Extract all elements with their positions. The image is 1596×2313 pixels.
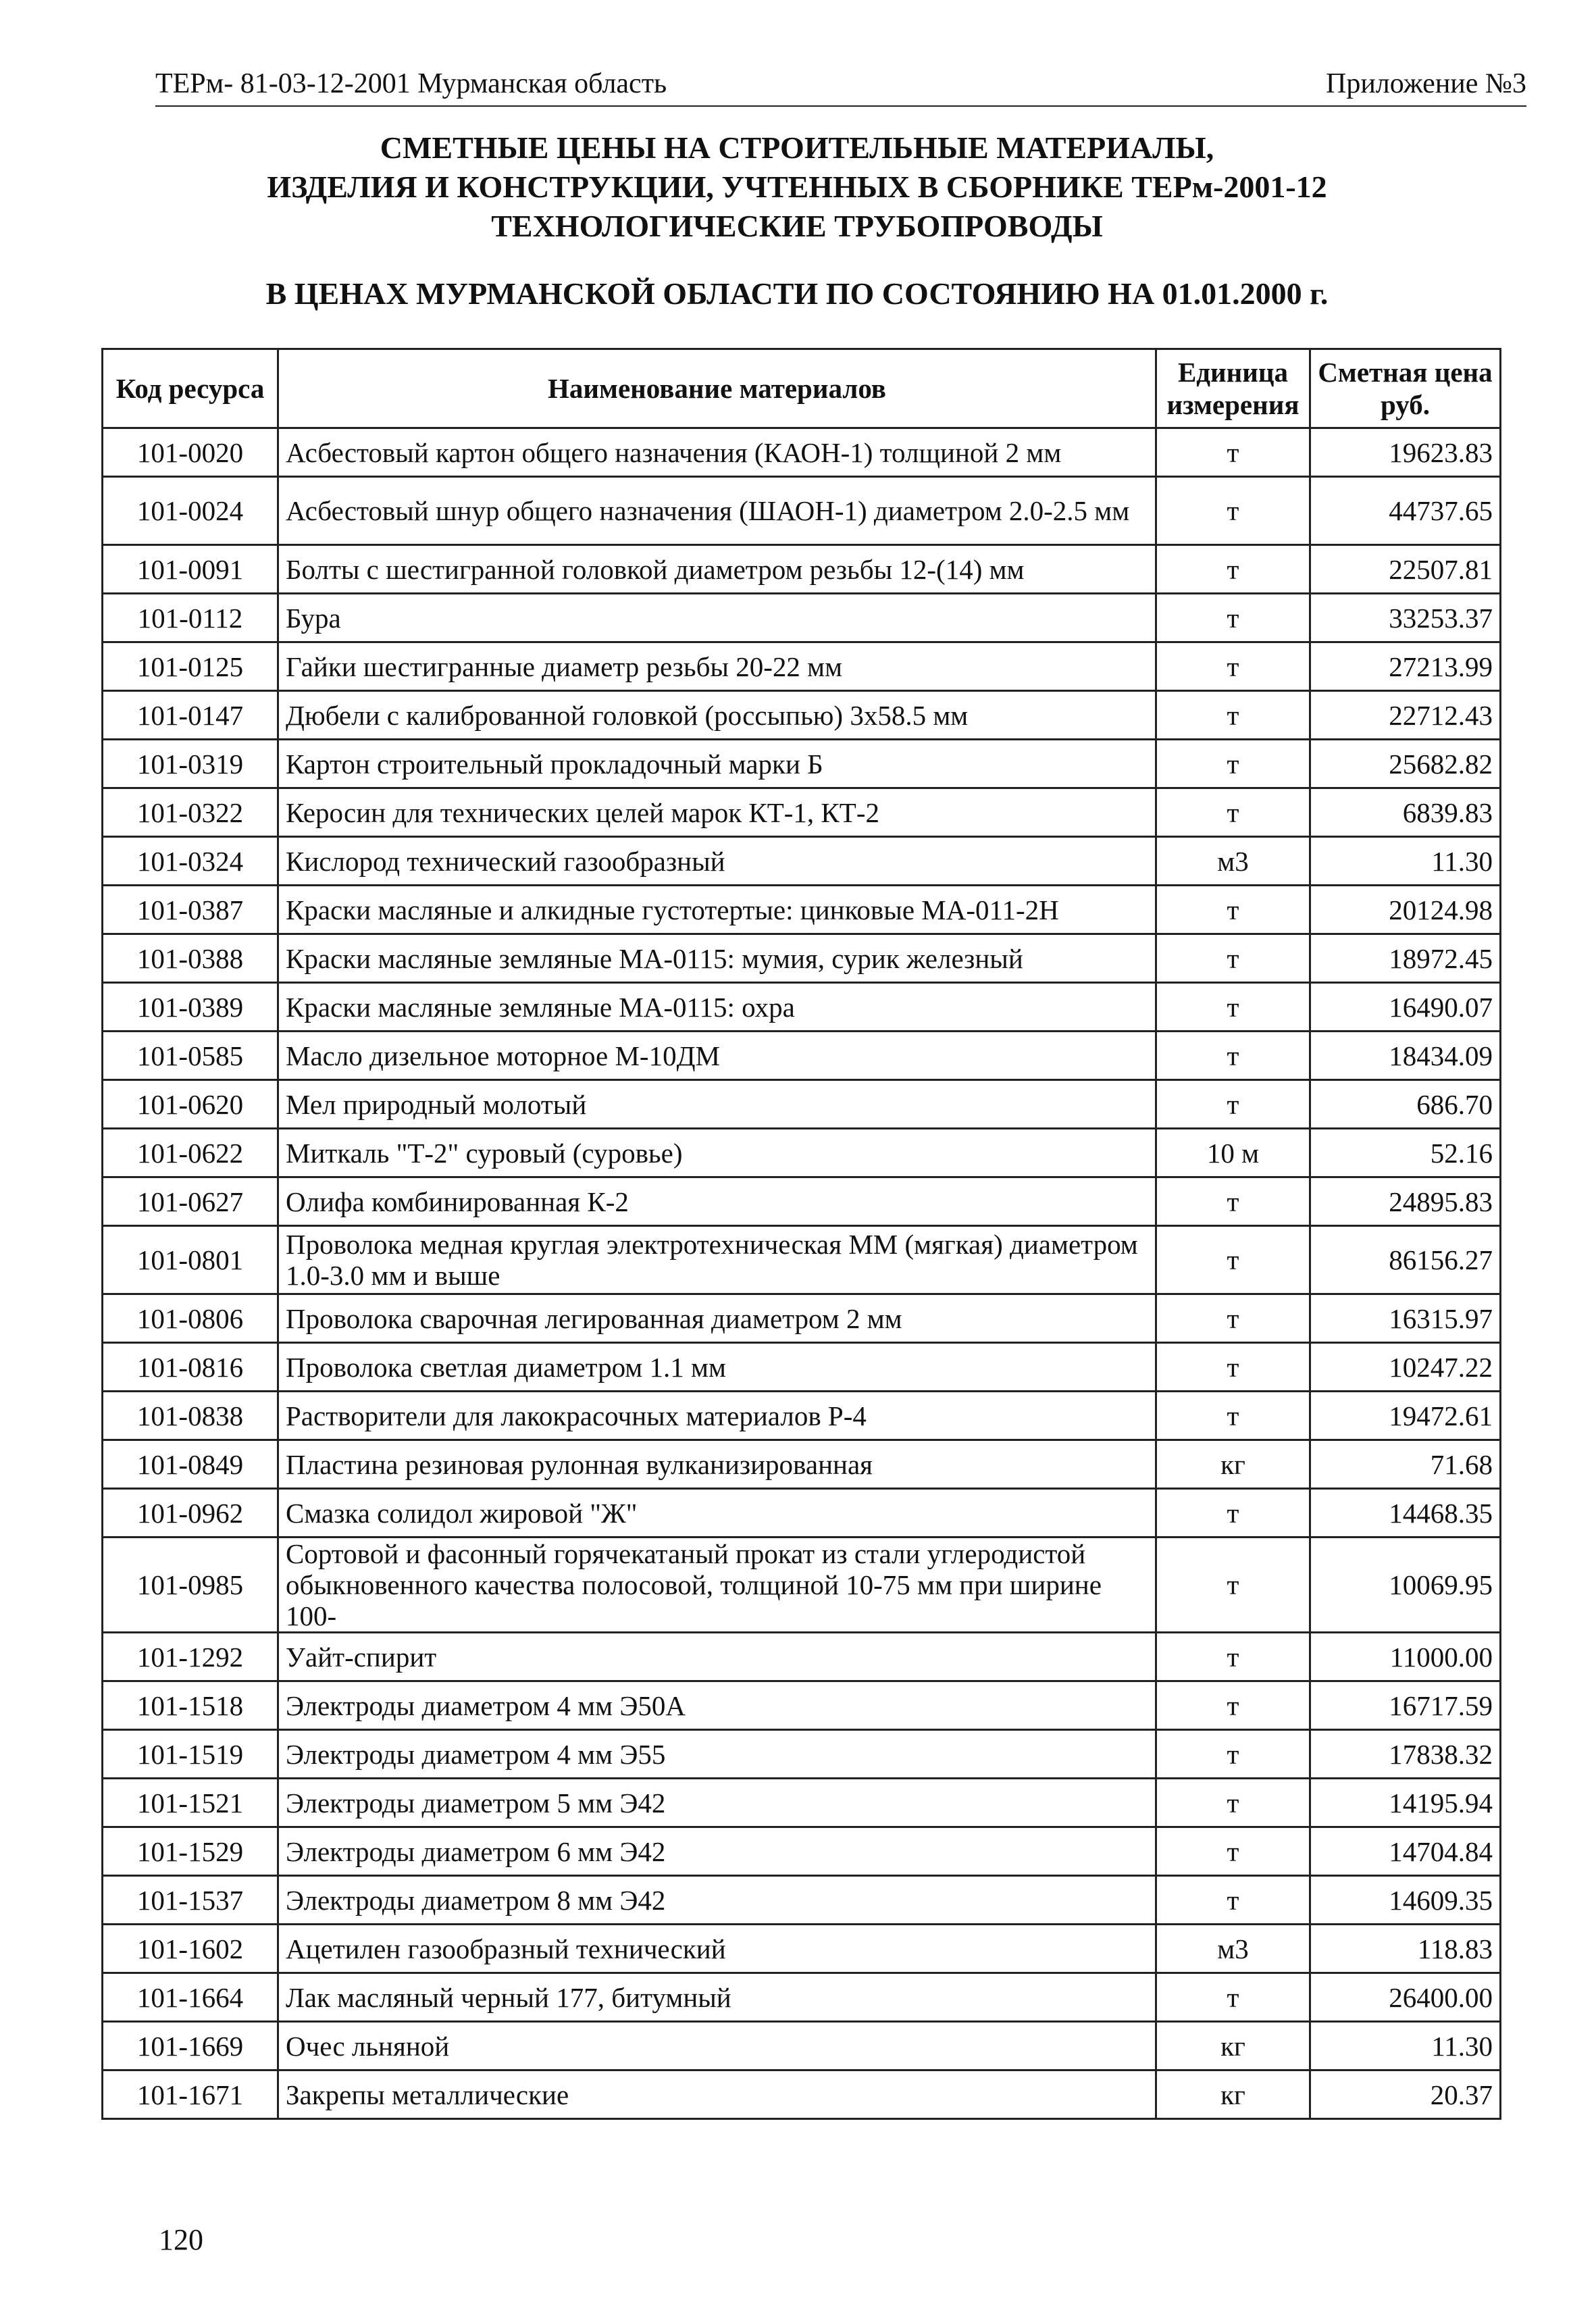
cell-name: Краски масляные земляные МА-0115: охра bbox=[278, 983, 1156, 1032]
cell-code: 101-0319 bbox=[103, 740, 278, 788]
table-row bbox=[103, 1440, 1501, 1489]
cell-price: 16490.07 bbox=[1310, 983, 1501, 1032]
table-row bbox=[103, 1129, 1501, 1177]
cell-code: 101-0024 bbox=[103, 477, 278, 545]
cell-price: 14468.35 bbox=[1310, 1489, 1501, 1537]
table-row bbox=[103, 837, 1501, 886]
cell-name: Бура bbox=[278, 594, 1156, 642]
cell-name: Керосин для технических целей марок КТ-1, КТ-2 bbox=[278, 788, 1156, 837]
table-row bbox=[103, 691, 1501, 740]
cell-code: 101-1671 bbox=[103, 2070, 278, 2119]
cell-unit: т bbox=[1156, 1392, 1310, 1440]
cell-name: Асбестовый картон общего назначения (КАОН-1) толщиной 2 мм bbox=[278, 428, 1156, 477]
cell-code: 101-0125 bbox=[103, 642, 278, 691]
cell-unit: 10 м bbox=[1156, 1129, 1310, 1177]
cell-price: 17838.32 bbox=[1310, 1730, 1501, 1779]
cell-unit: т bbox=[1156, 594, 1310, 642]
price-table bbox=[101, 348, 1501, 2120]
cell-price: 19472.61 bbox=[1310, 1392, 1501, 1440]
cell-code: 101-1518 bbox=[103, 1681, 278, 1730]
cell-price: 11000.00 bbox=[1310, 1633, 1501, 1681]
cell-price: 20.37 bbox=[1310, 2070, 1501, 2119]
document-title bbox=[101, 128, 1493, 246]
cell-name: Электроды диаметром 6 мм Э42 bbox=[278, 1827, 1156, 1876]
cell-name: Ацетилен газообразный технический bbox=[278, 1925, 1156, 1973]
cell-price: 10069.95 bbox=[1310, 1537, 1501, 1633]
cell-name: Асбестовый шнур общего назначения (ШАОН-1) диаметром 2.0-2.5 мм bbox=[278, 477, 1156, 545]
cell-name: Краски масляные земляные МА-0115: мумия, сурик железный bbox=[278, 934, 1156, 983]
cell-price: 26400.00 bbox=[1310, 1973, 1501, 2022]
cell-unit: т bbox=[1156, 740, 1310, 788]
cell-unit: т bbox=[1156, 1633, 1310, 1681]
cell-unit: кг bbox=[1156, 2022, 1310, 2070]
cell-name: Уайт-спирит bbox=[278, 1633, 1156, 1681]
cell-code: 101-0838 bbox=[103, 1392, 278, 1440]
table-row bbox=[103, 1489, 1501, 1537]
cell-unit: т bbox=[1156, 477, 1310, 545]
cell-name: Дюбели с калиброванной головкой (россыпью) 3х58.5 мм bbox=[278, 691, 1156, 740]
cell-price: 19623.83 bbox=[1310, 428, 1501, 477]
cell-unit: т bbox=[1156, 1779, 1310, 1827]
table-row bbox=[103, 1827, 1501, 1876]
cell-name: Кислород технический газообразный bbox=[278, 837, 1156, 886]
cell-name: Электроды диаметром 4 мм Э50А bbox=[278, 1681, 1156, 1730]
table-row bbox=[103, 934, 1501, 983]
cell-code: 101-0806 bbox=[103, 1294, 278, 1343]
cell-code: 101-0091 bbox=[103, 545, 278, 594]
cell-price: 52.16 bbox=[1310, 1129, 1501, 1177]
cell-unit: т bbox=[1156, 1827, 1310, 1876]
table-row bbox=[103, 983, 1501, 1032]
cell-price: 25682.82 bbox=[1310, 740, 1501, 788]
cell-code: 101-0962 bbox=[103, 1489, 278, 1537]
cell-code: 101-0324 bbox=[103, 837, 278, 886]
cell-price: 27213.99 bbox=[1310, 642, 1501, 691]
cell-price: 14704.84 bbox=[1310, 1827, 1501, 1876]
cell-unit: т bbox=[1156, 934, 1310, 983]
cell-unit: т bbox=[1156, 428, 1310, 477]
cell-unit: т bbox=[1156, 1226, 1310, 1294]
title-line-1: СМЕТНЫЕ ЦЕНЫ НА СТРОИТЕЛЬНЫЕ МАТЕРИАЛЫ, bbox=[380, 130, 1214, 165]
document-code: ТЕРм- 81-03-12-2001 Мурманская область bbox=[155, 68, 667, 99]
table-row bbox=[103, 642, 1501, 691]
header-code: Код ресурса bbox=[103, 349, 278, 428]
cell-code: 101-0801 bbox=[103, 1226, 278, 1294]
cell-price: 6839.83 bbox=[1310, 788, 1501, 837]
cell-price: 11.30 bbox=[1310, 837, 1501, 886]
table-row bbox=[103, 1343, 1501, 1392]
cell-price: 11.30 bbox=[1310, 2022, 1501, 2070]
cell-code: 101-0985 bbox=[103, 1537, 278, 1633]
cell-price: 16717.59 bbox=[1310, 1681, 1501, 1730]
cell-unit: т bbox=[1156, 691, 1310, 740]
cell-name: Закрепы металлические bbox=[278, 2070, 1156, 2119]
table-row bbox=[103, 1779, 1501, 1827]
cell-name: Пластина резиновая рулонная вулканизированная bbox=[278, 1440, 1156, 1489]
table-row bbox=[103, 886, 1501, 934]
cell-unit: т bbox=[1156, 1177, 1310, 1226]
table-row bbox=[103, 1681, 1501, 1730]
cell-code: 101-0585 bbox=[103, 1032, 278, 1080]
title-line-3: ТЕХНОЛОГИЧЕСКИЕ ТРУБОПРОВОДЫ bbox=[491, 209, 1103, 243]
appendix-label: Приложение №3 bbox=[1326, 68, 1526, 99]
cell-name: Олифа комбинированная К-2 bbox=[278, 1177, 1156, 1226]
cell-code: 101-0849 bbox=[103, 1440, 278, 1489]
cell-unit: кг bbox=[1156, 1440, 1310, 1489]
header-unit: Единица измерения bbox=[1156, 349, 1310, 428]
cell-unit: т bbox=[1156, 1489, 1310, 1537]
cell-name: Краски масляные и алкидные густотертые: цинковые МА-011-2Н bbox=[278, 886, 1156, 934]
cell-price: 14195.94 bbox=[1310, 1779, 1501, 1827]
cell-code: 101-1602 bbox=[103, 1925, 278, 1973]
cell-code: 101-0112 bbox=[103, 594, 278, 642]
cell-unit: кг bbox=[1156, 2070, 1310, 2119]
cell-name: Растворители для лакокрасочных материалов Р-4 bbox=[278, 1392, 1156, 1440]
cell-name: Гайки шестигранные диаметр резьбы 20-22 мм bbox=[278, 642, 1156, 691]
cell-name: Электроды диаметром 8 мм Э42 bbox=[278, 1876, 1156, 1925]
cell-unit: т bbox=[1156, 1032, 1310, 1080]
cell-code: 101-0388 bbox=[103, 934, 278, 983]
cell-name: Электроды диаметром 5 мм Э42 bbox=[278, 1779, 1156, 1827]
cell-code: 101-1519 bbox=[103, 1730, 278, 1779]
cell-unit: м3 bbox=[1156, 1925, 1310, 1973]
table-row bbox=[103, 1032, 1501, 1080]
title-line-2: ИЗДЕЛИЯ И КОНСТРУКЦИИ, УЧТЕННЫХ В СБОРНИКЕ ТЕРм-2001-12 bbox=[267, 170, 1327, 204]
cell-name: Болты с шестигранной головкой диаметром резьбы 12-(14) мм bbox=[278, 545, 1156, 594]
cell-code: 101-0387 bbox=[103, 886, 278, 934]
cell-unit: м3 bbox=[1156, 837, 1310, 886]
cell-unit: т bbox=[1156, 983, 1310, 1032]
table-body bbox=[103, 428, 1501, 2119]
cell-name: Проволока светлая диаметром 1.1 мм bbox=[278, 1343, 1156, 1392]
cell-code: 101-0389 bbox=[103, 983, 278, 1032]
cell-code: 101-0147 bbox=[103, 691, 278, 740]
table-row bbox=[103, 1730, 1501, 1779]
table-row bbox=[103, 594, 1501, 642]
cell-price: 33253.37 bbox=[1310, 594, 1501, 642]
page-number: 120 bbox=[159, 2223, 203, 2256]
table-row bbox=[103, 2070, 1501, 2119]
page-header bbox=[155, 68, 1526, 107]
header-price: Сметная цена руб. bbox=[1310, 349, 1501, 428]
cell-price: 686.70 bbox=[1310, 1080, 1501, 1129]
cell-code: 101-1292 bbox=[103, 1633, 278, 1681]
cell-code: 101-0627 bbox=[103, 1177, 278, 1226]
table-header-row bbox=[103, 349, 1501, 428]
cell-unit: т bbox=[1156, 1973, 1310, 2022]
document-subtitle: В ЦЕНАХ МУРМАНСКОЙ ОБЛАСТИ ПО СОСТОЯНИЮ НА 01.01.2000 г. bbox=[265, 276, 1329, 311]
cell-name: Мел природный молотый bbox=[278, 1080, 1156, 1129]
cell-name: Миткаль "Т-2" суровый (суровье) bbox=[278, 1129, 1156, 1177]
cell-price: 20124.98 bbox=[1310, 886, 1501, 934]
cell-name: Лак масляный черный 177, битумный bbox=[278, 1973, 1156, 2022]
cell-name: Сортовой и фасонный горячекатаный прокат из стали углеродистой обыкновенного качества полосовой, толщиной 10-75 мм при ширине 100- bbox=[278, 1537, 1156, 1633]
cell-name: Смазка солидол жировой "Ж" bbox=[278, 1489, 1156, 1537]
cell-name: Электроды диаметром 4 мм Э55 bbox=[278, 1730, 1156, 1779]
cell-price: 14609.35 bbox=[1310, 1876, 1501, 1925]
table-row bbox=[103, 545, 1501, 594]
cell-unit: т bbox=[1156, 788, 1310, 837]
cell-price: 10247.22 bbox=[1310, 1343, 1501, 1392]
table-row bbox=[103, 428, 1501, 477]
table-row bbox=[103, 1294, 1501, 1343]
cell-code: 101-0622 bbox=[103, 1129, 278, 1177]
cell-price: 71.68 bbox=[1310, 1440, 1501, 1489]
table-row bbox=[103, 1226, 1501, 1294]
table-row bbox=[103, 1392, 1501, 1440]
cell-code: 101-1669 bbox=[103, 2022, 278, 2070]
cell-unit: т bbox=[1156, 1730, 1310, 1779]
cell-code: 101-1664 bbox=[103, 1973, 278, 2022]
cell-unit: т bbox=[1156, 1537, 1310, 1633]
table-row bbox=[103, 2022, 1501, 2070]
cell-name: Масло дизельное моторное М-10ДМ bbox=[278, 1032, 1156, 1080]
table-row bbox=[103, 740, 1501, 788]
cell-unit: т bbox=[1156, 886, 1310, 934]
cell-code: 101-1537 bbox=[103, 1876, 278, 1925]
table-row bbox=[103, 1080, 1501, 1129]
cell-code: 101-0322 bbox=[103, 788, 278, 837]
cell-name: Очес льняной bbox=[278, 2022, 1156, 2070]
table-row bbox=[103, 1925, 1501, 1973]
cell-price: 86156.27 bbox=[1310, 1226, 1501, 1294]
cell-name: Картон строительный прокладочный марки Б bbox=[278, 740, 1156, 788]
cell-code: 101-1529 bbox=[103, 1827, 278, 1876]
cell-price: 118.83 bbox=[1310, 1925, 1501, 1973]
cell-unit: т bbox=[1156, 1343, 1310, 1392]
table-row bbox=[103, 1973, 1501, 2022]
table-row bbox=[103, 1537, 1501, 1633]
cell-price: 22712.43 bbox=[1310, 691, 1501, 740]
cell-unit: т bbox=[1156, 1294, 1310, 1343]
cell-price: 18972.45 bbox=[1310, 934, 1501, 983]
table-row bbox=[103, 477, 1501, 545]
cell-price: 16315.97 bbox=[1310, 1294, 1501, 1343]
cell-unit: т bbox=[1156, 1681, 1310, 1730]
cell-unit: т bbox=[1156, 642, 1310, 691]
cell-name: Проволока медная круглая электротехническая ММ (мягкая) диаметром 1.0-3.0 мм и выше bbox=[278, 1226, 1156, 1294]
table-row bbox=[103, 1633, 1501, 1681]
cell-price: 44737.65 bbox=[1310, 477, 1501, 545]
cell-name: Проволока сварочная легированная диаметром 2 мм bbox=[278, 1294, 1156, 1343]
cell-code: 101-1521 bbox=[103, 1779, 278, 1827]
table-row bbox=[103, 788, 1501, 837]
cell-price: 22507.81 bbox=[1310, 545, 1501, 594]
cell-unit: т bbox=[1156, 545, 1310, 594]
header-name: Наименование материалов bbox=[278, 349, 1156, 428]
cell-price: 24895.83 bbox=[1310, 1177, 1501, 1226]
table-row bbox=[103, 1177, 1501, 1226]
table-row bbox=[103, 1876, 1501, 1925]
cell-code: 101-0816 bbox=[103, 1343, 278, 1392]
cell-code: 101-0620 bbox=[103, 1080, 278, 1129]
cell-price: 18434.09 bbox=[1310, 1032, 1501, 1080]
cell-code: 101-0020 bbox=[103, 428, 278, 477]
cell-unit: т bbox=[1156, 1876, 1310, 1925]
cell-unit: т bbox=[1156, 1080, 1310, 1129]
